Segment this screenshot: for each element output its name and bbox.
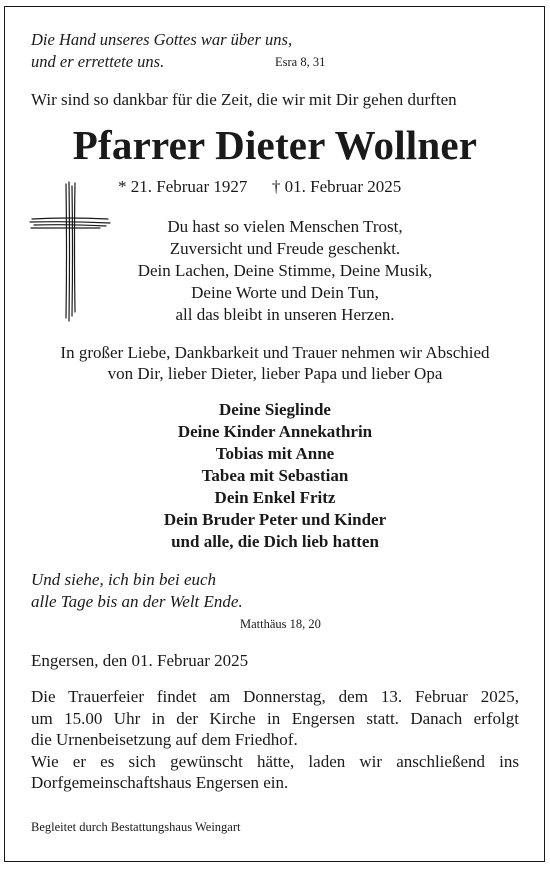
verse-line-2: alle Tage bis an der Welt Ende. <box>31 592 243 611</box>
funeral-notice <box>31 686 519 794</box>
mourner: Dein Enkel Fritz <box>214 488 336 507</box>
mourners-list <box>0 399 550 553</box>
life-dates <box>118 177 401 197</box>
poem-line: Du hast so vielen Menschen Trost, <box>167 217 403 236</box>
notice-line: um 15.00 Uhr in der Kirche in Engersen statt. Danach erfolgt <box>31 708 519 728</box>
notice-line: Wie er es sich gewünscht hätte, laden wir anschließend ins <box>31 751 519 771</box>
motto-line-2: und er errettete uns. <box>31 52 165 71</box>
verse-line-1: Und siehe, ich bin bei euch <box>31 570 217 589</box>
memorial-poem <box>100 216 470 326</box>
mourner: Tabea mit Sebastian <box>201 466 349 485</box>
place-date: Engersen, den 01. Februar 2025 <box>31 651 249 670</box>
mourner: Tobias mit Anne <box>215 444 335 463</box>
notice-line: Die Trauerfeier findet am Donnerstag, dem 13. Februar 2025, <box>31 687 519 706</box>
verse-reference: Matthäus 18, 20 <box>240 617 321 631</box>
motto-line-1: Die Hand unseres Gottes war über uns, <box>31 30 293 49</box>
poem-line: all das bleibt in unseren Herzen. <box>175 305 395 324</box>
motto-reference: Esra 8, 31 <box>275 55 326 69</box>
closing-verse <box>31 569 243 613</box>
poem-line: Dein Lachen, Deine Stimme, Deine Musik, <box>137 261 433 280</box>
poem-line: Zuversicht und Freude geschenkt. <box>169 239 401 258</box>
poem-line: Deine Worte und Dein Tun, <box>191 283 379 302</box>
thanks-line: Wir sind so dankbar für die Zeit, die wir mit Dir gehen durften <box>31 90 457 109</box>
mourner: Dein Bruder Peter und Kinder <box>163 510 387 529</box>
deceased-name: Pfarrer Dieter Wollner <box>72 122 478 168</box>
mourner: und alle, die Dich lieb hatten <box>171 532 379 551</box>
mourner: Deine Sieglinde <box>219 400 331 419</box>
notice-line: Dorfgemeinschaftshaus Engersen ein. <box>31 773 289 792</box>
farewell-line: von Dir, lieber Dieter, lieber Papa und lieber Opa <box>107 364 443 383</box>
undertaker-credit: Begleitet durch Bestattungshaus Weingart <box>31 820 241 834</box>
mourner: Deine Kinder Annekathrin <box>177 422 373 441</box>
notice-line: die Urnenbeisetzung auf dem Friedhof. <box>31 730 298 749</box>
farewell-text <box>0 342 550 384</box>
farewell-line: In großer Liebe, Dankbarkeit und Trauer nehmen wir Abschied <box>60 343 490 362</box>
death-date: † 01. Februar 2025 <box>271 177 402 196</box>
birth-date: * 21. Februar 1927 <box>118 177 248 196</box>
